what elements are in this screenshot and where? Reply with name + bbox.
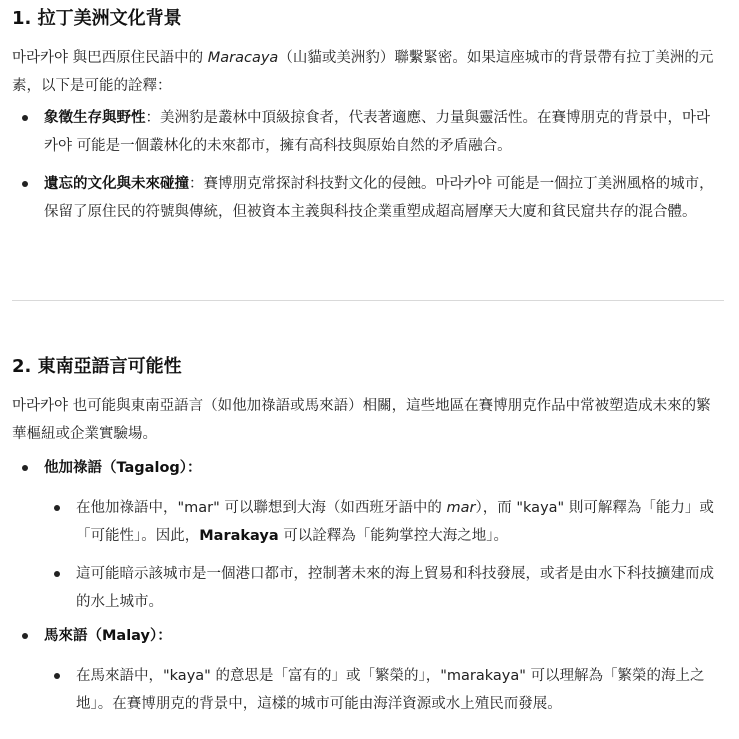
- sub-term-marakaya: Marakaya: [199, 528, 279, 544]
- bullet-body: ：賽博朋克常探討科技對文化的侵蝕。마라카야 可能是一個拉丁美洲風格的城市，保留了原住民的符號與傳統，但被資本主義與科技企業重塑成超高層摩天大廈和貧民窟共存的混合體。: [44, 176, 714, 220]
- section-2-intro: 마라카야 也可能與東南亞語言（如他加祿語或馬來語）相關，這些地區在賽博朋克作品中常被塑造成未來的繁華樞紐或企業實驗場。: [12, 398, 711, 442]
- sub-term-mar: mar: [446, 500, 476, 516]
- bullet-title: 象徵生存與野性: [44, 110, 146, 126]
- section-1-bullet-list: [44, 104, 724, 226]
- section-1-heading: 1. 拉丁美洲文化背景: [12, 8, 182, 29]
- malay-title: 馬來語（Malay）：: [44, 628, 172, 644]
- sub-text: 在馬來語中，"kaya" 的意思是「富有的」或「繁榮的」，"marakaya" 可以理解為「繁榮的海上之地」。在賽博朋克的背景中，這樣的城市可能由海洋資源或水上殖民而發展。: [76, 668, 705, 712]
- sub-text-a: 在他加祿語中，"mar" 可以聯想到大海（如西班牙語中的: [76, 500, 447, 516]
- intro-term-maracaya: Maracaya: [207, 50, 279, 66]
- tagalog-title: 他加祿語（Tagalog）：: [44, 460, 202, 476]
- bullet-icon: [54, 571, 60, 577]
- section-2-heading: 2. 東南亞語言可能性: [12, 356, 182, 377]
- list-item-tagalog: [44, 454, 724, 482]
- bullet-icon: [22, 465, 28, 471]
- intro-text-pre: 마라카야 與巴西原住民語中的: [12, 50, 208, 66]
- list-item: [44, 104, 724, 160]
- malay-list: [44, 622, 724, 650]
- sub-list-item: [76, 494, 724, 550]
- bullet-icon: [22, 181, 28, 187]
- malay-sub-list: [76, 662, 724, 718]
- intro-text-post: （山貓或美洲豹）聯繫緊密。如果這座城市的背景帶有拉丁美洲的元素，以下是可能的詮釋：: [12, 50, 714, 94]
- tagalog-list: [44, 454, 724, 482]
- sub-list-item: [76, 560, 724, 616]
- sub-text: 這可能暗示該城市是一個港口都市，控制著未來的海上貿易和科技發展，或者是由水下科技擴建而成的水上城市。: [76, 566, 714, 610]
- list-item: [44, 170, 724, 226]
- bullet-icon: [54, 673, 60, 679]
- bullet-icon: [22, 633, 28, 639]
- bullet-body: ：美洲豹是叢林中頂級掠食者，代表著適應、力量與靈活性。在賽博朋克的背景中，마라카야 可能是一個叢林化的未來都市，擁有高科技與原始自然的矛盾融合。: [44, 110, 711, 154]
- bullet-icon: [54, 505, 60, 511]
- tagalog-sub-list: [76, 494, 724, 616]
- section-1-intro: [12, 44, 724, 100]
- bullet-icon: [22, 115, 28, 121]
- list-item-malay: [44, 622, 724, 650]
- sub-text-b: ），而 "kaya" 則可解釋為「能力」或「可能性」。因此，: [76, 500, 714, 544]
- section-divider: [12, 300, 724, 301]
- sub-text-c: 可以詮釋為「能夠掌控大海之地」。: [278, 528, 508, 544]
- sub-list-item: [76, 662, 724, 718]
- bullet-title: 遺忘的文化與未來碰撞: [44, 176, 189, 192]
